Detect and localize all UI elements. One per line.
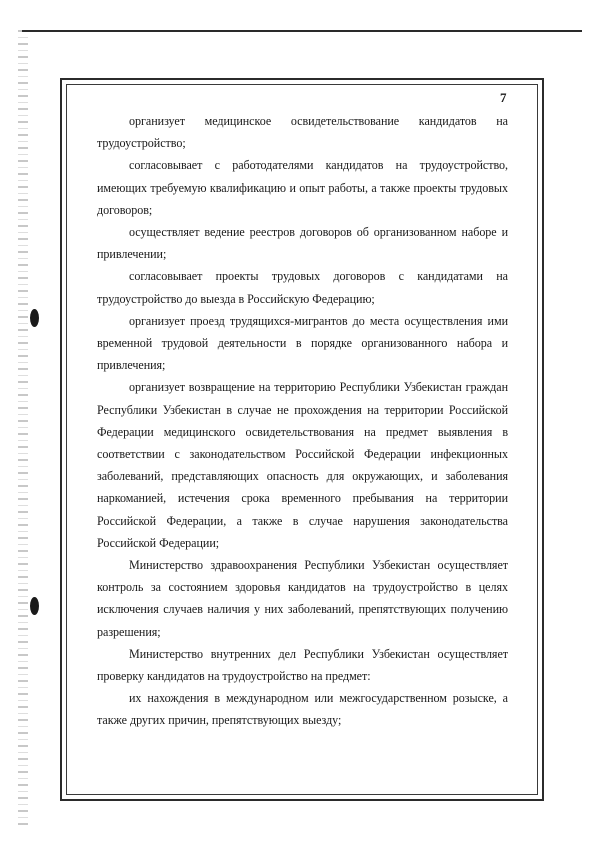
paragraph-health-ministry: Министерство здравоохранения Республики Узбекистан осуществляет контроль за состоянием здоровья кандидатов на трудоустройство в целях исключения случаев наличия у них заболеваний, препятствующих получению разрешения;: [97, 558, 508, 639]
paragraph-interior-ministry: Министерство внутренних дел Республики Узбекистан осуществляет проверку кандидатов на трудоустройство на предмет:: [97, 646, 508, 684]
paragraph-wanted-check: их нахождения в международном или межгосударственном розыске, а также других причин, препятствующих выезду;: [97, 691, 508, 728]
document-body: [97, 110, 508, 732]
paragraph-employer-coordination: согласовывает с работодателями кандидатов на трудоустройство, имеющих требуемую квалификацию и опыт работы, а также проекты трудовых договоров;: [97, 158, 508, 217]
page-number: 7: [500, 90, 507, 105]
paragraph-contract-approval: согласовывает проекты трудовых договоров с кандидатами на трудоустройство до выезда в Российскую Федерацию;: [97, 269, 508, 306]
paragraph-medical-exam: организует медицинское освидетельствование кандидатов на трудоустройство;: [97, 114, 508, 151]
scan-edge-top: [22, 30, 582, 32]
paragraph-travel: организует проезд трудящихся-мигрантов до места осуществления ими временной трудовой деятельности в порядке организованного набора и привлечения;: [97, 313, 508, 373]
punch-hole-upper: [30, 309, 39, 327]
paragraph-registry: осуществляет ведение реестров договоров об организованном наборе и привлечении;: [97, 225, 508, 262]
punch-hole-lower: [30, 597, 39, 615]
paragraph-return: организует возвращение на территорию Республики Узбекистан граждан Республики Узбекистан в случае не прохождения на территории Российской Федерации медицинского освидетельствования на предмет выявления в соответствии с законодательством Российской Федерации инфекционных заболеваний, представляющих опасность для окружающих, и заболевания наркоманией, истечения срока временного пребывания на территории Российской Федерации, а также в случае нарушения законодательства Российской Федерации;: [97, 380, 508, 550]
scan-edge-left: [18, 30, 28, 830]
